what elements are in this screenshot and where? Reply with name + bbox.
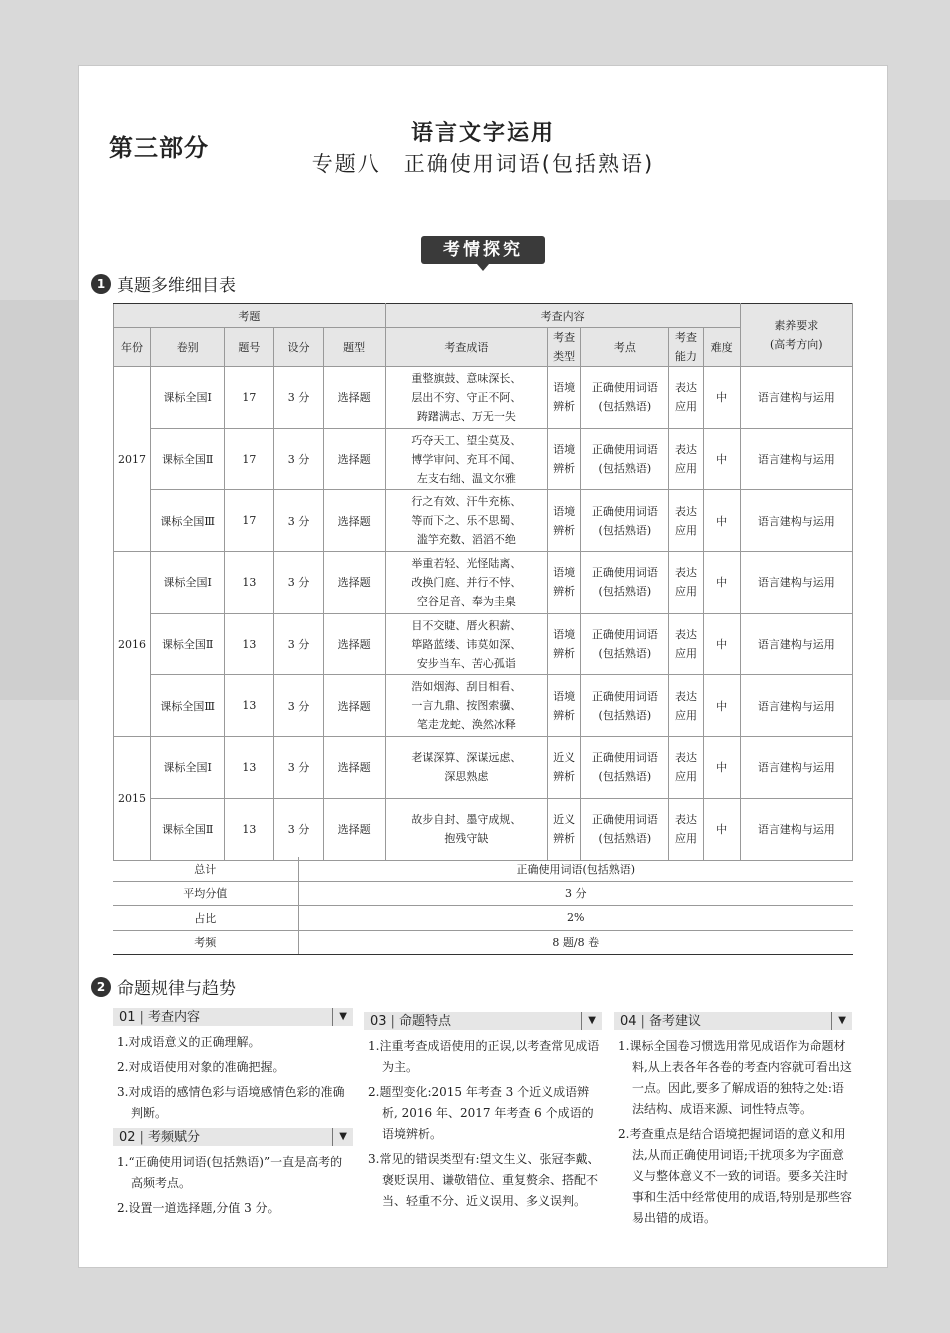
difficulty-cell: 中	[703, 428, 740, 490]
difficulty-cell: 中	[703, 737, 740, 799]
ability-cell	[669, 552, 703, 614]
qtype-cell: 选择题	[323, 737, 385, 799]
col-header-difficulty: 难度	[703, 328, 740, 367]
qtype-cell: 选择题	[323, 552, 385, 614]
ability-cell-line: 应用	[674, 462, 697, 476]
idioms-cell-line: 老谋深算、深谋远虑、	[411, 751, 522, 765]
ctype-cell-line: 语境	[553, 628, 576, 642]
list-item: 3.对成语的感情色彩与语境感情色彩的准确判断。	[117, 1085, 345, 1120]
divider: |	[640, 1013, 645, 1029]
summary-label: 总计	[113, 857, 298, 881]
section-number: 1	[91, 274, 111, 294]
table-row	[114, 428, 853, 490]
box-number: 04	[620, 1013, 637, 1029]
idioms-cell	[385, 428, 547, 490]
qnum-cell: 17	[225, 367, 274, 429]
ability-cell-line: 应用	[674, 832, 697, 846]
point-cell-line: 正确使用词语	[591, 751, 658, 765]
header-line: 考查	[553, 331, 576, 344]
list-item: 3.常见的错误类型有:望文生义、张冠李戴、褒贬误用、谦敬错位、重复赘余、搭配不当、轻重不分、近义误用、多义误判。	[368, 1152, 600, 1208]
idioms-cell-line: 浩如烟海、刮目相看、	[411, 680, 522, 694]
score-cell: 3 分	[274, 675, 323, 737]
qnum-cell: 17	[225, 490, 274, 552]
paper-cell: 课标全国Ⅱ	[151, 798, 225, 860]
paper-cell: 课标全国Ⅰ	[151, 552, 225, 614]
section-title: 命题规律与趋势	[117, 979, 236, 999]
ability-cell-line: 应用	[674, 585, 697, 599]
point-cell-line: (包括熟语)	[598, 770, 652, 784]
divider: |	[139, 1129, 144, 1145]
paper-cell: 课标全国Ⅰ	[151, 367, 225, 429]
ability-cell	[669, 675, 703, 737]
group-header-literacy	[740, 304, 852, 367]
qnum-cell: 13	[225, 737, 274, 799]
ability-cell-line: 应用	[674, 708, 697, 722]
list-item: 2.题型变化:2015 年考查 3 个近义成语辨析, 2016 年、2017 年考查 6 个成语的语境辨析。	[368, 1085, 594, 1141]
ctype-cell-line: 辨析	[553, 708, 576, 722]
idioms-cell-line: 深思熟虑	[444, 770, 489, 784]
idioms-cell-line: 举重若轻、光怪陆离、	[411, 556, 522, 570]
idioms-cell-line: 重整旗鼓、意味深长、	[411, 371, 522, 385]
idioms-cell-line: 改换门庭、并行不悖、	[411, 575, 522, 589]
divider: |	[139, 1009, 144, 1025]
summary-label: 占比	[113, 906, 298, 931]
paper-cell: 课标全国Ⅲ	[151, 490, 225, 552]
col-header-ability	[669, 328, 703, 367]
point-cell-line: (包括熟语)	[598, 585, 652, 599]
section-number: 2	[91, 977, 111, 997]
difficulty-cell: 中	[703, 675, 740, 737]
idioms-cell	[385, 737, 547, 799]
box-header	[364, 1012, 602, 1030]
point-cell	[581, 552, 669, 614]
idioms-cell	[385, 613, 547, 675]
score-cell: 3 分	[274, 613, 323, 675]
ctype-cell-line: 辨析	[553, 400, 576, 414]
idioms-cell-line: 筚路蓝缕、讳莫如深、	[411, 637, 522, 651]
qnum-cell: 13	[225, 675, 274, 737]
score-cell: 3 分	[274, 798, 323, 860]
ctype-cell-line: 辨析	[553, 770, 576, 784]
idioms-cell-line: 笔走龙蛇、涣然冰释	[416, 718, 516, 732]
idioms-cell	[385, 490, 547, 552]
ability-cell-line: 应用	[674, 647, 697, 661]
ctype-cell-line: 辨析	[553, 832, 576, 846]
ability-cell	[669, 367, 703, 429]
qnum-cell: 13	[225, 552, 274, 614]
idioms-cell-line: 一言九鼎、按图索骥、	[411, 699, 522, 713]
box-frequency-score	[113, 1128, 353, 1219]
box-number: 03	[370, 1013, 387, 1029]
ability-cell-line: 表达	[674, 504, 697, 518]
literacy-header-line: 素养要求	[774, 319, 819, 332]
box-question-features	[364, 1012, 602, 1212]
table-row	[114, 798, 853, 860]
ability-cell-line: 表达	[674, 689, 697, 703]
point-cell	[581, 367, 669, 429]
group-header-content: 考查内容	[385, 304, 740, 328]
point-cell	[581, 613, 669, 675]
qtype-cell: 选择题	[323, 490, 385, 552]
ctype-cell-line: 语境	[553, 381, 576, 395]
document-page	[79, 66, 887, 1267]
box-number: 02	[119, 1129, 136, 1145]
ctype-cell	[548, 552, 581, 614]
idioms-cell-line: 故步自封、墨守成规、	[411, 813, 522, 827]
ability-cell-line: 表达	[674, 381, 697, 395]
box-title: 命题特点	[398, 1013, 451, 1029]
ctype-cell-line: 语境	[553, 504, 576, 518]
table-row	[114, 737, 853, 799]
summary-table	[113, 857, 853, 955]
score-cell: 3 分	[274, 552, 323, 614]
score-cell: 3 分	[274, 428, 323, 490]
ability-cell	[669, 798, 703, 860]
point-cell-line: (包括熟语)	[598, 400, 652, 414]
col-header-qnum: 题号	[225, 328, 274, 367]
page-subtitle: 专题八 正确使用词语(包括熟语)	[311, 152, 655, 176]
literacy-cell: 语言建构与运用	[740, 490, 852, 552]
literacy-cell: 语言建构与运用	[740, 428, 852, 490]
point-cell-line: 正确使用词语	[591, 689, 658, 703]
idioms-cell-line: 博学审问、充耳不闻、	[411, 452, 522, 466]
table-row	[114, 490, 853, 552]
point-cell-line: (包括熟语)	[598, 708, 652, 722]
qtype-cell: 选择题	[323, 428, 385, 490]
summary-value: 2%	[298, 906, 853, 931]
year-cell: 2015	[114, 737, 151, 860]
header-line: 类型	[553, 350, 576, 363]
ability-cell	[669, 490, 703, 552]
summary-row	[113, 857, 853, 881]
ctype-cell-line: 近义	[553, 813, 576, 827]
qnum-cell: 13	[225, 798, 274, 860]
box-number: 01	[119, 1009, 136, 1025]
group-header-questions: 考题	[114, 304, 386, 328]
list-item: 2.设置一道选择题,分值 3 分。	[117, 1201, 280, 1215]
ability-cell-line: 表达	[674, 813, 697, 827]
paper-cell: 课标全国Ⅱ	[151, 428, 225, 490]
literacy-cell: 语言建构与运用	[740, 613, 852, 675]
box-title: 考查内容	[147, 1009, 200, 1025]
point-cell	[581, 490, 669, 552]
ctype-cell-line: 辨析	[553, 647, 576, 661]
qtype-cell: 选择题	[323, 798, 385, 860]
ctype-cell-line: 辨析	[553, 523, 576, 537]
idioms-cell-line: 等而下之、乐不思蜀、	[411, 514, 522, 528]
ctype-cell	[548, 490, 581, 552]
page-title: 语言文字运用	[410, 121, 555, 146]
literacy-cell: 语言建构与运用	[740, 737, 852, 799]
col-header-score: 设分	[274, 328, 323, 367]
point-cell	[581, 428, 669, 490]
idioms-cell-line: 左支右绌、温文尔雅	[416, 471, 516, 485]
paper-cell: 课标全国Ⅱ	[151, 613, 225, 675]
point-cell	[581, 675, 669, 737]
ctype-cell	[548, 675, 581, 737]
ability-cell-line: 应用	[674, 523, 697, 537]
list-item: 1.“正确使用词语(包括熟语)”一直是高考的高频考点。	[117, 1155, 343, 1190]
summary-label: 平均分值	[113, 881, 298, 906]
idioms-cell-line: 目不交睫、厝火积薪、	[411, 618, 522, 632]
chevron-down-icon: ▼	[831, 1012, 846, 1030]
table-row	[114, 613, 853, 675]
point-cell-line: 正确使用词语	[591, 443, 658, 457]
qnum-cell: 13	[225, 613, 274, 675]
idioms-cell-line: 踌躇满志、万无一失	[416, 409, 516, 423]
list-item: 2.对成语使用对象的准确把握。	[117, 1060, 285, 1074]
point-cell-line: (包括熟语)	[598, 462, 652, 476]
col-header-qtype: 题型	[323, 328, 385, 367]
column-middle	[364, 1012, 602, 1216]
literacy-cell: 语言建构与运用	[740, 552, 852, 614]
ctype-cell-line: 语境	[553, 566, 576, 580]
score-cell: 3 分	[274, 737, 323, 799]
ctype-cell-line: 语境	[553, 443, 576, 457]
point-cell-line: (包括熟语)	[598, 523, 652, 537]
qtype-cell: 选择题	[323, 675, 385, 737]
section-heading-2	[91, 974, 236, 999]
box-prep-advice	[614, 1012, 852, 1229]
table-row	[114, 552, 853, 614]
list-item: 1.对成语意义的正确理解。	[117, 1035, 261, 1049]
ability-cell-line: 应用	[674, 400, 697, 414]
idioms-cell-line: 层出不穷、守正不阿、	[411, 390, 522, 404]
header-line: 考查	[674, 331, 697, 344]
background-shape	[0, 300, 79, 700]
idioms-cell	[385, 675, 547, 737]
idioms-cell	[385, 798, 547, 860]
idioms-cell-line: 滥竽充数、滔滔不绝	[416, 533, 516, 547]
box-header	[614, 1012, 852, 1030]
ctype-cell	[548, 737, 581, 799]
header-line: 能力	[674, 350, 697, 363]
chevron-down-icon: ▼	[332, 1128, 347, 1146]
summary-label: 考频	[113, 930, 298, 955]
box-header	[113, 1128, 353, 1146]
ctype-cell	[548, 428, 581, 490]
section-heading-1	[91, 271, 236, 296]
literacy-cell: 语言建构与运用	[740, 675, 852, 737]
chevron-down-icon: ▼	[332, 1008, 347, 1026]
summary-value: 3 分	[298, 881, 853, 906]
difficulty-cell: 中	[703, 798, 740, 860]
qtype-cell: 选择题	[323, 367, 385, 429]
ability-cell-line: 表达	[674, 566, 697, 580]
col-header-ctype	[548, 328, 581, 367]
ctype-cell	[548, 613, 581, 675]
ctype-cell-line: 近义	[553, 751, 576, 765]
score-cell: 3 分	[274, 367, 323, 429]
summary-row	[113, 930, 853, 955]
literacy-header-line: (高考方向)	[770, 338, 823, 351]
point-cell-line: 正确使用词语	[591, 381, 658, 395]
year-cell: 2017	[114, 367, 151, 552]
col-header-year: 年份	[114, 328, 151, 367]
ability-cell	[669, 428, 703, 490]
difficulty-cell: 中	[703, 613, 740, 675]
idioms-cell-line: 安步当车、苦心孤诣	[416, 656, 516, 670]
qnum-cell: 17	[225, 428, 274, 490]
ability-cell-line: 表达	[674, 443, 697, 457]
paper-cell: 课标全国Ⅲ	[151, 675, 225, 737]
column-left	[113, 1008, 353, 1223]
ctype-cell-line: 辨析	[553, 462, 576, 476]
section-title: 真题多维细目表	[117, 276, 236, 296]
ctype-cell-line: 辨析	[553, 585, 576, 599]
box-title: 备考建议	[648, 1013, 701, 1029]
column-right	[614, 1012, 852, 1233]
idioms-cell-line: 巧夺天工、望尘莫及、	[411, 433, 522, 447]
idioms-cell	[385, 367, 547, 429]
point-cell-line: (包括熟语)	[598, 647, 652, 661]
point-cell-line: 正确使用词语	[591, 813, 658, 827]
summary-value: 8 题/8 卷	[298, 930, 853, 955]
point-cell	[581, 737, 669, 799]
col-header-point: 考点	[581, 328, 669, 367]
section-banner: 考情探究	[421, 236, 545, 264]
chevron-down-icon: ▼	[581, 1012, 596, 1030]
box-header	[113, 1008, 353, 1026]
score-cell: 3 分	[274, 490, 323, 552]
ability-cell-line: 表达	[674, 751, 697, 765]
idioms-cell-line: 行之有效、汗牛充栋、	[411, 495, 522, 509]
list-item: 2.考查重点是结合语境把握词语的意义和用法,从而正确使用词语;干扰项多为字面意义与整体意义不一致的词语。要多关注时事和生活中经常使用的成语,特别是那些容易出错的成语。	[618, 1127, 852, 1225]
background-shape	[887, 200, 950, 700]
idioms-cell	[385, 552, 547, 614]
ability-cell	[669, 737, 703, 799]
list-item: 1.课标全国卷习惯选用常见成语作为命题材料,从上表各年各卷的考查内容就可看出这一点。因此,要多了解成语的独特之处:语法结构、成语来源、词性特点等。	[618, 1039, 852, 1116]
ability-cell-line: 表达	[674, 628, 697, 642]
difficulty-cell: 中	[703, 490, 740, 552]
ability-cell	[669, 613, 703, 675]
difficulty-cell: 中	[703, 552, 740, 614]
ctype-cell-line: 语境	[553, 689, 576, 703]
idioms-cell-line: 抱残守缺	[444, 832, 489, 846]
literacy-cell: 语言建构与运用	[740, 798, 852, 860]
list-item: 1.注重考查成语使用的正误,以考查常见成语为主。	[368, 1039, 600, 1074]
point-cell	[581, 798, 669, 860]
ctype-cell	[548, 798, 581, 860]
summary-row	[113, 906, 853, 931]
idioms-cell-line: 空谷足音、奉为圭臬	[416, 594, 516, 608]
summary-row	[113, 881, 853, 906]
divider: |	[390, 1013, 395, 1029]
point-cell-line: 正确使用词语	[591, 628, 658, 642]
col-header-idioms: 考查成语	[385, 328, 547, 367]
part-title: 第三部分	[109, 134, 209, 162]
point-cell-line: 正确使用词语	[591, 504, 658, 518]
point-cell-line: (包括熟语)	[598, 832, 652, 846]
literacy-cell: 语言建构与运用	[740, 367, 852, 429]
difficulty-cell: 中	[703, 367, 740, 429]
ctype-cell	[548, 367, 581, 429]
point-cell-line: 正确使用词语	[591, 566, 658, 580]
detail-table	[113, 303, 853, 861]
col-header-paper: 卷别	[151, 328, 225, 367]
year-cell: 2016	[114, 552, 151, 737]
box-title: 考频赋分	[147, 1129, 200, 1145]
ability-cell-line: 应用	[674, 770, 697, 784]
summary-value: 正确使用词语(包括熟语)	[298, 857, 853, 881]
box-exam-content	[113, 1008, 353, 1124]
table-row	[114, 675, 853, 737]
paper-cell: 课标全国Ⅰ	[151, 737, 225, 799]
table-row	[114, 367, 853, 429]
qtype-cell: 选择题	[323, 613, 385, 675]
